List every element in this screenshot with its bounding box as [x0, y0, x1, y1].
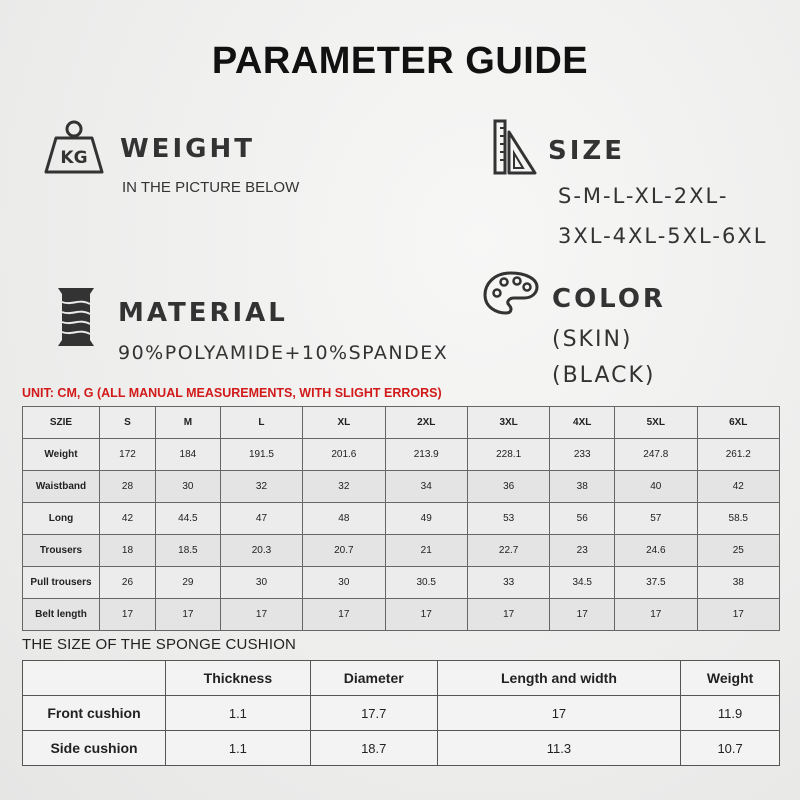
table-header-row — [23, 661, 780, 696]
value-cell: 11.9 — [681, 696, 780, 731]
value-cell: 42 — [697, 471, 780, 503]
header-cell: 2XL — [385, 407, 467, 439]
header-cell: 5XL — [615, 407, 697, 439]
row-label-cell: Belt length — [23, 599, 100, 631]
value-cell: 44.5 — [155, 503, 220, 535]
value-cell: 37.5 — [615, 567, 697, 599]
value-cell: 213.9 — [385, 439, 467, 471]
value-cell: 17 — [467, 599, 549, 631]
value-cell: 233 — [550, 439, 615, 471]
value-cell: 40 — [615, 471, 697, 503]
table-row — [23, 471, 780, 503]
value-cell: 17 — [437, 696, 681, 731]
color-line-2: (BLACK) — [552, 363, 656, 388]
header-cell: S — [100, 407, 156, 439]
table-row — [23, 567, 780, 599]
header-cell: Thickness — [166, 661, 311, 696]
weight-kg-icon — [42, 116, 106, 178]
value-cell: 20.3 — [220, 535, 302, 567]
row-label-cell: Side cushion — [23, 731, 166, 766]
size-table — [22, 406, 780, 631]
table-row — [23, 439, 780, 471]
weight-value: IN THE PICTURE BELOW — [122, 179, 300, 196]
row-label-cell: Trousers — [23, 535, 100, 567]
cushion-section-title: THE SIZE OF THE SPONGE CUSHION — [22, 636, 297, 653]
value-cell: 10.7 — [681, 731, 780, 766]
material-label: MATERIAL — [118, 298, 288, 328]
size-line-1: S-M-L-XL-2XL- — [558, 184, 729, 208]
row-label-cell: Long — [23, 503, 100, 535]
weight-label: WEIGHT — [120, 134, 255, 164]
value-cell: 32 — [303, 471, 385, 503]
value-cell: 25 — [697, 535, 780, 567]
row-label-cell: Front cushion — [23, 696, 166, 731]
size-line-2: 3XL-4XL-5XL-6XL — [558, 224, 768, 248]
value-cell: 56 — [550, 503, 615, 535]
value-cell: 17 — [155, 599, 220, 631]
value-cell: 38 — [697, 567, 780, 599]
header-cell: 3XL — [467, 407, 549, 439]
value-cell: 17.7 — [310, 696, 437, 731]
color-values — [552, 322, 655, 394]
ruler-triangle-icon — [492, 118, 538, 176]
row-label-cell: Pull trousers — [23, 567, 100, 599]
color-label: COLOR — [552, 284, 666, 314]
value-cell: 42 — [100, 503, 156, 535]
header-cell: M — [155, 407, 220, 439]
value-cell: 17 — [697, 599, 780, 631]
value-cell: 30.5 — [385, 567, 467, 599]
value-cell: 18 — [100, 535, 156, 567]
header-cell: L — [220, 407, 302, 439]
value-cell: 57 — [615, 503, 697, 535]
value-cell: 24.6 — [615, 535, 697, 567]
value-cell: 28 — [100, 471, 156, 503]
header-cell: Length and width — [437, 661, 681, 696]
value-cell: 30 — [155, 471, 220, 503]
value-cell: 18.5 — [155, 535, 220, 567]
value-cell: 172 — [100, 439, 156, 471]
value-cell: 53 — [467, 503, 549, 535]
value-cell: 17 — [220, 599, 302, 631]
cushion-table — [22, 660, 780, 766]
yarn-spool-icon — [54, 284, 98, 350]
value-cell: 191.5 — [220, 439, 302, 471]
value-cell: 48 — [303, 503, 385, 535]
table-row — [23, 535, 780, 567]
header-cell: Weight — [681, 661, 780, 696]
value-cell: 17 — [615, 599, 697, 631]
color-line-1: (SKIN) — [552, 327, 633, 352]
value-cell: 201.6 — [303, 439, 385, 471]
value-cell: 49 — [385, 503, 467, 535]
weight-icon-text: KG — [60, 148, 88, 168]
value-cell: 17 — [100, 599, 156, 631]
value-cell: 261.2 — [697, 439, 780, 471]
table-header-row — [23, 407, 780, 439]
value-cell: 11.3 — [437, 731, 681, 766]
header-cell: Diameter — [310, 661, 437, 696]
value-cell: 21 — [385, 535, 467, 567]
page-title: PARAMETER GUIDE — [211, 40, 589, 82]
value-cell: 247.8 — [615, 439, 697, 471]
table-row — [23, 696, 780, 731]
row-label-cell: Weight — [23, 439, 100, 471]
value-cell: 228.1 — [467, 439, 549, 471]
value-cell: 22.7 — [467, 535, 549, 567]
row-label-cell: Waistband — [23, 471, 100, 503]
value-cell: 30 — [220, 567, 302, 599]
value-cell: 33 — [467, 567, 549, 599]
value-cell: 20.7 — [303, 535, 385, 567]
value-cell: 18.7 — [310, 731, 437, 766]
value-cell: 36 — [467, 471, 549, 503]
value-cell: 29 — [155, 567, 220, 599]
value-cell: 34.5 — [550, 567, 615, 599]
size-label: SIZE — [548, 136, 626, 166]
material-value: 90%POLYAMIDE+10%SPANDEX — [118, 342, 449, 364]
size-values — [558, 176, 767, 256]
value-cell: 38 — [550, 471, 615, 503]
value-cell: 30 — [303, 567, 385, 599]
value-cell: 34 — [385, 471, 467, 503]
value-cell: 17 — [303, 599, 385, 631]
value-cell: 1.1 — [166, 696, 311, 731]
unit-note: UNIT: CM, G (ALL MANUAL MEASUREMENTS, WITH SLIGHT ERRORS) — [22, 386, 442, 400]
value-cell: 17 — [550, 599, 615, 631]
header-cell: 4XL — [550, 407, 615, 439]
table-row — [23, 731, 780, 766]
palette-icon — [482, 270, 540, 316]
value-cell: 23 — [550, 535, 615, 567]
header-cell: XL — [303, 407, 385, 439]
header-cell: SZIE — [23, 407, 100, 439]
header-cell — [23, 661, 166, 696]
value-cell: 58.5 — [697, 503, 780, 535]
table-row — [23, 503, 780, 535]
value-cell: 26 — [100, 567, 156, 599]
value-cell: 32 — [220, 471, 302, 503]
table-row — [23, 599, 780, 631]
value-cell: 17 — [385, 599, 467, 631]
value-cell: 47 — [220, 503, 302, 535]
value-cell: 184 — [155, 439, 220, 471]
header-cell: 6XL — [697, 407, 780, 439]
value-cell: 1.1 — [166, 731, 311, 766]
